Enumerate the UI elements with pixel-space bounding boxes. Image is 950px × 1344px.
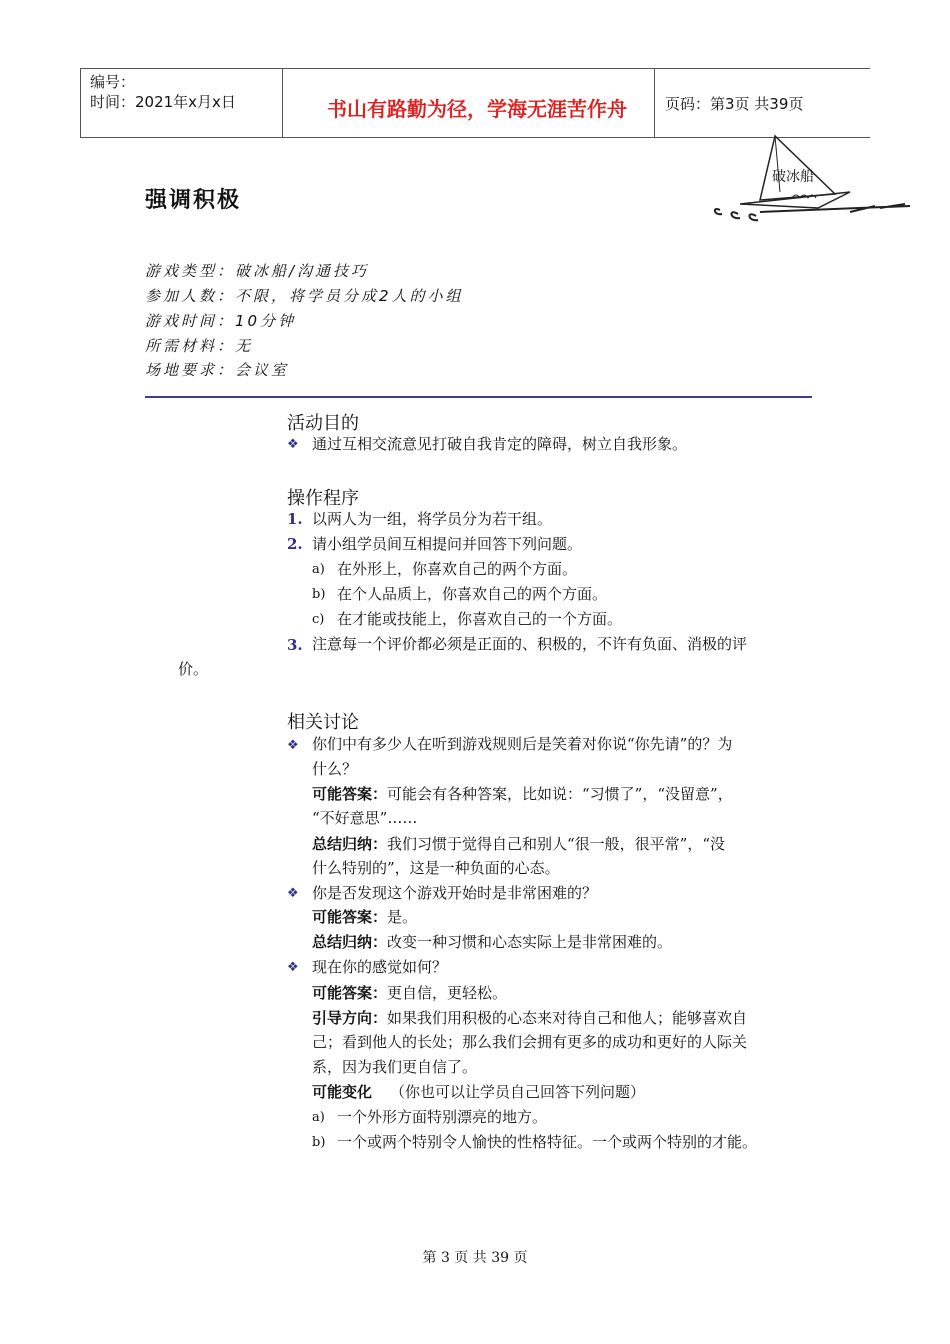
answer-line <box>312 905 417 930</box>
summary-text: 我们习惯于觉得自己和别人“很一般，很平常”，“没 <box>387 835 726 853</box>
summary-line <box>312 930 672 955</box>
answer-label: 可能答案： <box>312 984 388 1002</box>
guide-label: 引导方向： <box>312 1009 388 1027</box>
sub-marker: a) <box>312 562 325 577</box>
sub-text: 在外形上，你喜欢自己的两个方面。 <box>337 560 578 578</box>
answer-text: 可能会有各种答案，比如说：“习惯了”，“没留意”， <box>387 785 733 803</box>
summary-label: 总结归纳： <box>312 933 388 951</box>
variation-line <box>312 1080 645 1105</box>
purpose-text: 通过互相交流意见打破自我肯定的障碍，树立自我形象。 <box>312 435 688 453</box>
variation-label: 可能变化 <box>312 1083 373 1101</box>
header-page-info: 页码：第3页 共39页 <box>665 95 804 113</box>
diamond-bullet-icon: ❖ <box>287 960 299 975</box>
diamond-bullet-icon: ❖ <box>287 437 299 452</box>
answer-line <box>312 981 507 1006</box>
sub-marker: b) <box>312 587 326 602</box>
answer-line <box>312 782 733 807</box>
sub-text: 在个人品质上，你喜欢自己的两个方面。 <box>337 585 608 603</box>
meta-materials: 所需材料：无 <box>145 337 254 355</box>
logo-text: 破冰船 <box>772 169 814 185</box>
guide-text-continued: 己；看到他人的长处；那么我们会拥有更多的成功和更好的人际关 <box>312 1033 748 1051</box>
sub-marker: c) <box>312 612 325 627</box>
summary-label: 总结归纳： <box>312 835 388 853</box>
meta-game-type: 游戏类型：破冰船/沟通技巧 <box>145 262 370 280</box>
sub-text: 在才能或技能上，你喜欢自己的一个方面。 <box>337 610 623 628</box>
summary-text: 改变一种习惯和心态实际上是非常困难的。 <box>387 933 673 951</box>
page-title: 强调积极 <box>145 188 242 213</box>
summary-line <box>312 832 725 857</box>
step-text: 请小组学员间互相提问并回答下列问题。 <box>312 535 583 553</box>
summary-text-continued: 什么特别的”，这是一种负面的心态。 <box>312 859 560 877</box>
meta-venue: 场地要求：会议室 <box>145 361 290 379</box>
answer-text: 是。 <box>387 908 418 926</box>
question-text: 你是否发现这个游戏开始时是非常困难的？ <box>312 884 598 902</box>
heading-discussion: 相关讨论 <box>287 712 359 733</box>
sub-text: 一个外形方面特别漂亮的地方。 <box>337 1108 548 1126</box>
code-label: 编号： <box>90 73 136 91</box>
answer-label: 可能答案： <box>312 785 388 803</box>
question-text-continued: 什么？ <box>312 760 358 778</box>
step-text: 注意每一个评价都必须是正面的、积极的，不许有负面、消极的评 <box>312 635 748 653</box>
answer-label: 可能答案： <box>312 908 388 926</box>
step-number: 1. <box>287 510 303 528</box>
sub-marker: b) <box>312 1135 326 1150</box>
motto: 书山有路勤为径，学海无涯苦作舟 <box>327 97 627 121</box>
variation-text: （你也可以让学员自己回答下列问题） <box>390 1083 646 1101</box>
diamond-bullet-icon: ❖ <box>287 738 299 753</box>
page-footer: 第 3 页 共 39 页 <box>422 1250 528 1266</box>
guide-text: 如果我们用积极的心态来对待自己和他人；能够喜欢自 <box>387 1009 748 1027</box>
question-text: 现在你的感觉如何？ <box>312 958 448 976</box>
answer-text: 更自信，更轻松。 <box>387 984 508 1002</box>
heading-purpose: 活动目的 <box>287 413 359 434</box>
heading-procedure: 操作程序 <box>287 488 359 509</box>
sub-marker: a) <box>312 1110 325 1125</box>
header-left <box>90 72 236 112</box>
answer-text-continued: “不好意思”…… <box>312 809 418 827</box>
sub-text: 一个或两个特别令人愉快的性格特征。一个或两个特别的才能。 <box>337 1133 758 1151</box>
step-text: 以两人为一组，将学员分为若干组。 <box>312 510 553 528</box>
step-number: 2. <box>287 535 303 553</box>
question-text: 你们中有多少人在听到游戏规则后是笑着对你说“你先请”的？为 <box>312 735 733 753</box>
diamond-bullet-icon: ❖ <box>287 886 299 901</box>
section-divider <box>145 396 812 398</box>
meta-duration: 游戏时间：10分钟 <box>145 312 297 330</box>
icebreaker-boat-logo <box>700 128 920 228</box>
guide-line <box>312 1006 747 1031</box>
step-text-continued: 价。 <box>178 660 209 678</box>
guide-text-continued: 系，因为我们更自信了。 <box>312 1058 478 1076</box>
meta-participants: 参加人数：不限，将学员分成2人的小组 <box>145 287 464 305</box>
date-label: 时间：2021年x月x日 <box>90 93 236 111</box>
step-number: 3. <box>287 636 303 654</box>
